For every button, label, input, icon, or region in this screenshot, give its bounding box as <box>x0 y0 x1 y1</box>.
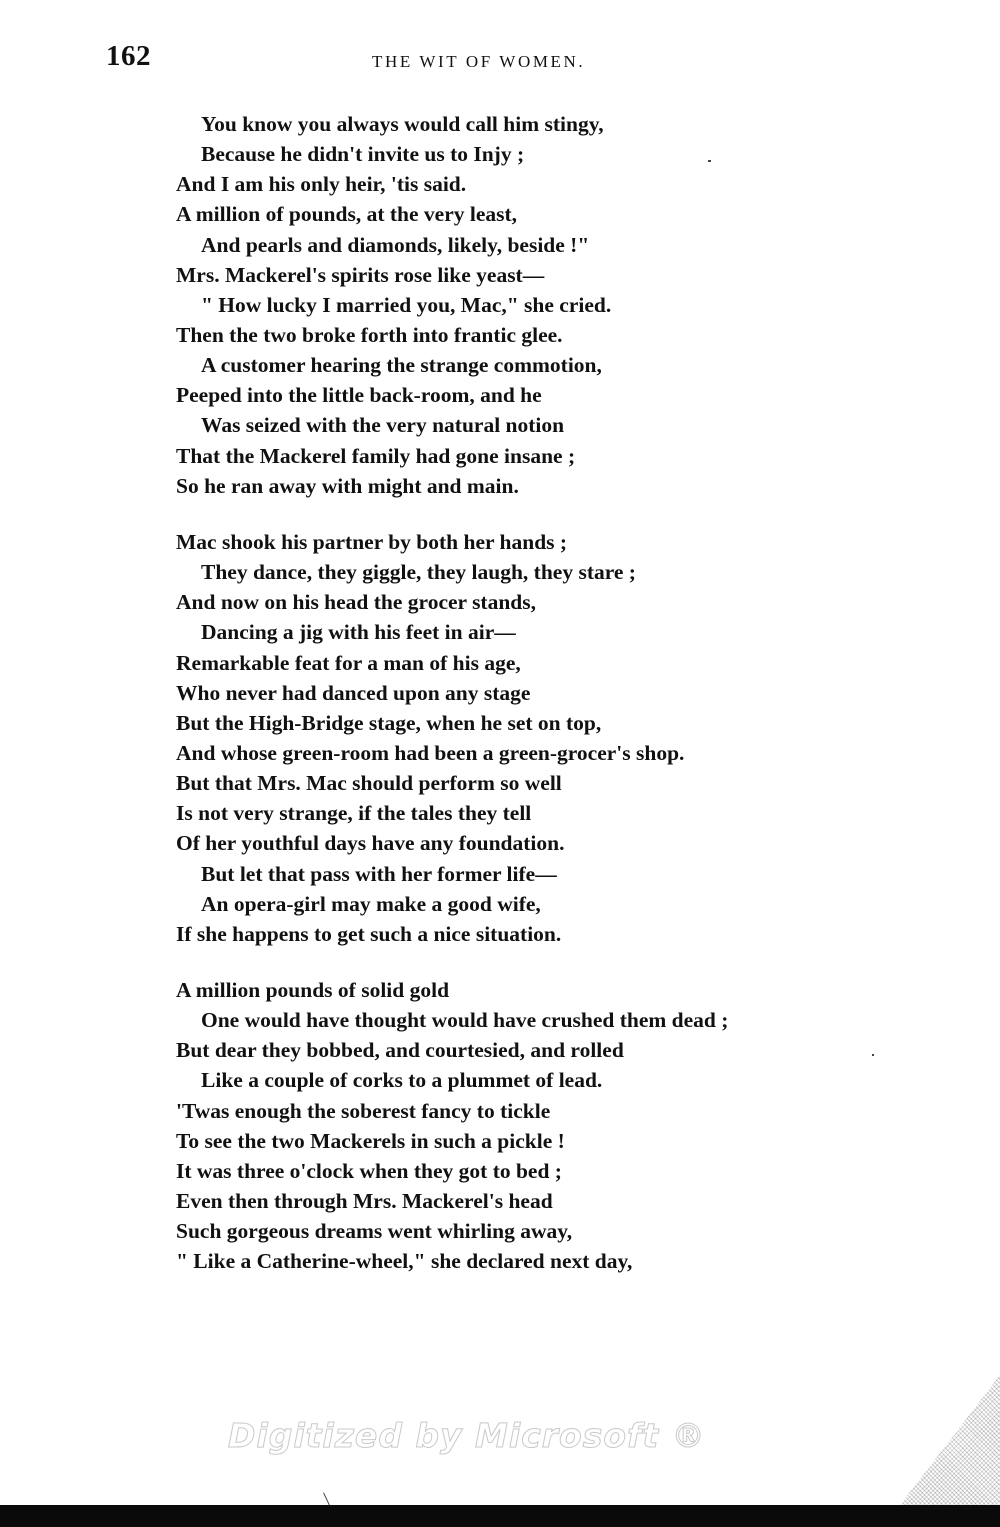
poem-line: But dear they bobbed, and courtesied, and rolled <box>176 1038 624 1063</box>
poem-line: 'Twas enough the soberest fancy to tickle <box>176 1098 551 1123</box>
poem-line: Such gorgeous dreams went whirling away, <box>176 1219 573 1244</box>
poem-line: Was seized with the very natural notion <box>201 413 565 438</box>
poem-line: Because he didn't invite us to Injy ; <box>201 142 525 167</box>
poem-line: And now on his head the grocer stands, <box>176 590 536 615</box>
poem-line: If she happens to get such a nice situation. <box>176 921 562 946</box>
poem-line: And whose green-room had been a green-grocer's shop. <box>176 740 685 765</box>
poem-line: It was three o'clock when they got to bed ; <box>176 1158 562 1183</box>
poem-line: They dance, they giggle, they laugh, they stare ; <box>201 560 636 585</box>
poem-line: And pearls and diamonds, likely, beside !" <box>201 232 590 257</box>
poem-line: " How lucky I married you, Mac," she cried. <box>201 292 612 317</box>
poem-line: Remarkable feat for a man of his age, <box>176 650 521 675</box>
poem-line: A million of pounds, at the very least, <box>176 202 518 227</box>
scan-speck <box>708 160 711 162</box>
poem-line: That the Mackerel family had gone insane ; <box>176 443 576 468</box>
poem-line: Mrs. Mackerel's spirits rose like yeast— <box>176 262 545 287</box>
poem-line: Of her youthful days have any foundation. <box>176 831 565 856</box>
poem-line: Peeped into the little back-room, and he <box>176 383 542 408</box>
poem-line: To see the two Mackerels in such a pickle ! <box>176 1128 565 1153</box>
stanza-3 <box>176 975 866 1276</box>
stanza-2 <box>176 527 866 949</box>
poem-line: You know you always would call him stingy, <box>201 112 604 136</box>
stanza-1 <box>176 109 866 501</box>
scan-speck <box>872 1054 874 1056</box>
poem-line: A million pounds of solid gold <box>176 978 450 1002</box>
digitization-watermark: Digitized by Microsoft ® <box>228 1416 706 1455</box>
poem-line: Even then through Mrs. Mackerel's head <box>176 1188 553 1213</box>
poem-line: Like a couple of corks to a plummet of lead. <box>201 1068 603 1093</box>
scan-border <box>0 1505 1000 1527</box>
poem-line: Who never had danced upon any stage <box>176 680 531 705</box>
poem-line: Then the two broke forth into frantic glee. <box>176 322 563 347</box>
poem-line: A customer hearing the strange commotion, <box>201 353 602 378</box>
running-title: THE WIT OF WOMEN. <box>372 52 586 71</box>
poem-line: Mac shook his partner by both her hands ; <box>176 530 568 554</box>
poem-line: And I am his only heir, 'tis said. <box>176 172 467 197</box>
page-corner-shadow <box>900 1375 1000 1505</box>
poem-line: But the High-Bridge stage, when he set on top, <box>176 710 602 735</box>
page-number: 162 <box>106 40 151 72</box>
poem-line: An opera-girl may make a good wife, <box>201 891 541 916</box>
poem-line: So he ran away with might and main. <box>176 473 519 498</box>
poem-line: One would have thought would have crushed them dead ; <box>201 1008 729 1033</box>
poem-line: Is not very strange, if the tales they tell <box>176 801 532 826</box>
poem-line: " Like a Catherine-wheel," she declared next day, <box>176 1249 633 1274</box>
poem-line: Dancing a jig with his feet in air— <box>201 620 516 645</box>
poem-line: But that Mrs. Mac should perform so well <box>176 771 562 796</box>
poem-line: But let that pass with her former life— <box>201 861 557 886</box>
scan-speck <box>323 1492 330 1505</box>
